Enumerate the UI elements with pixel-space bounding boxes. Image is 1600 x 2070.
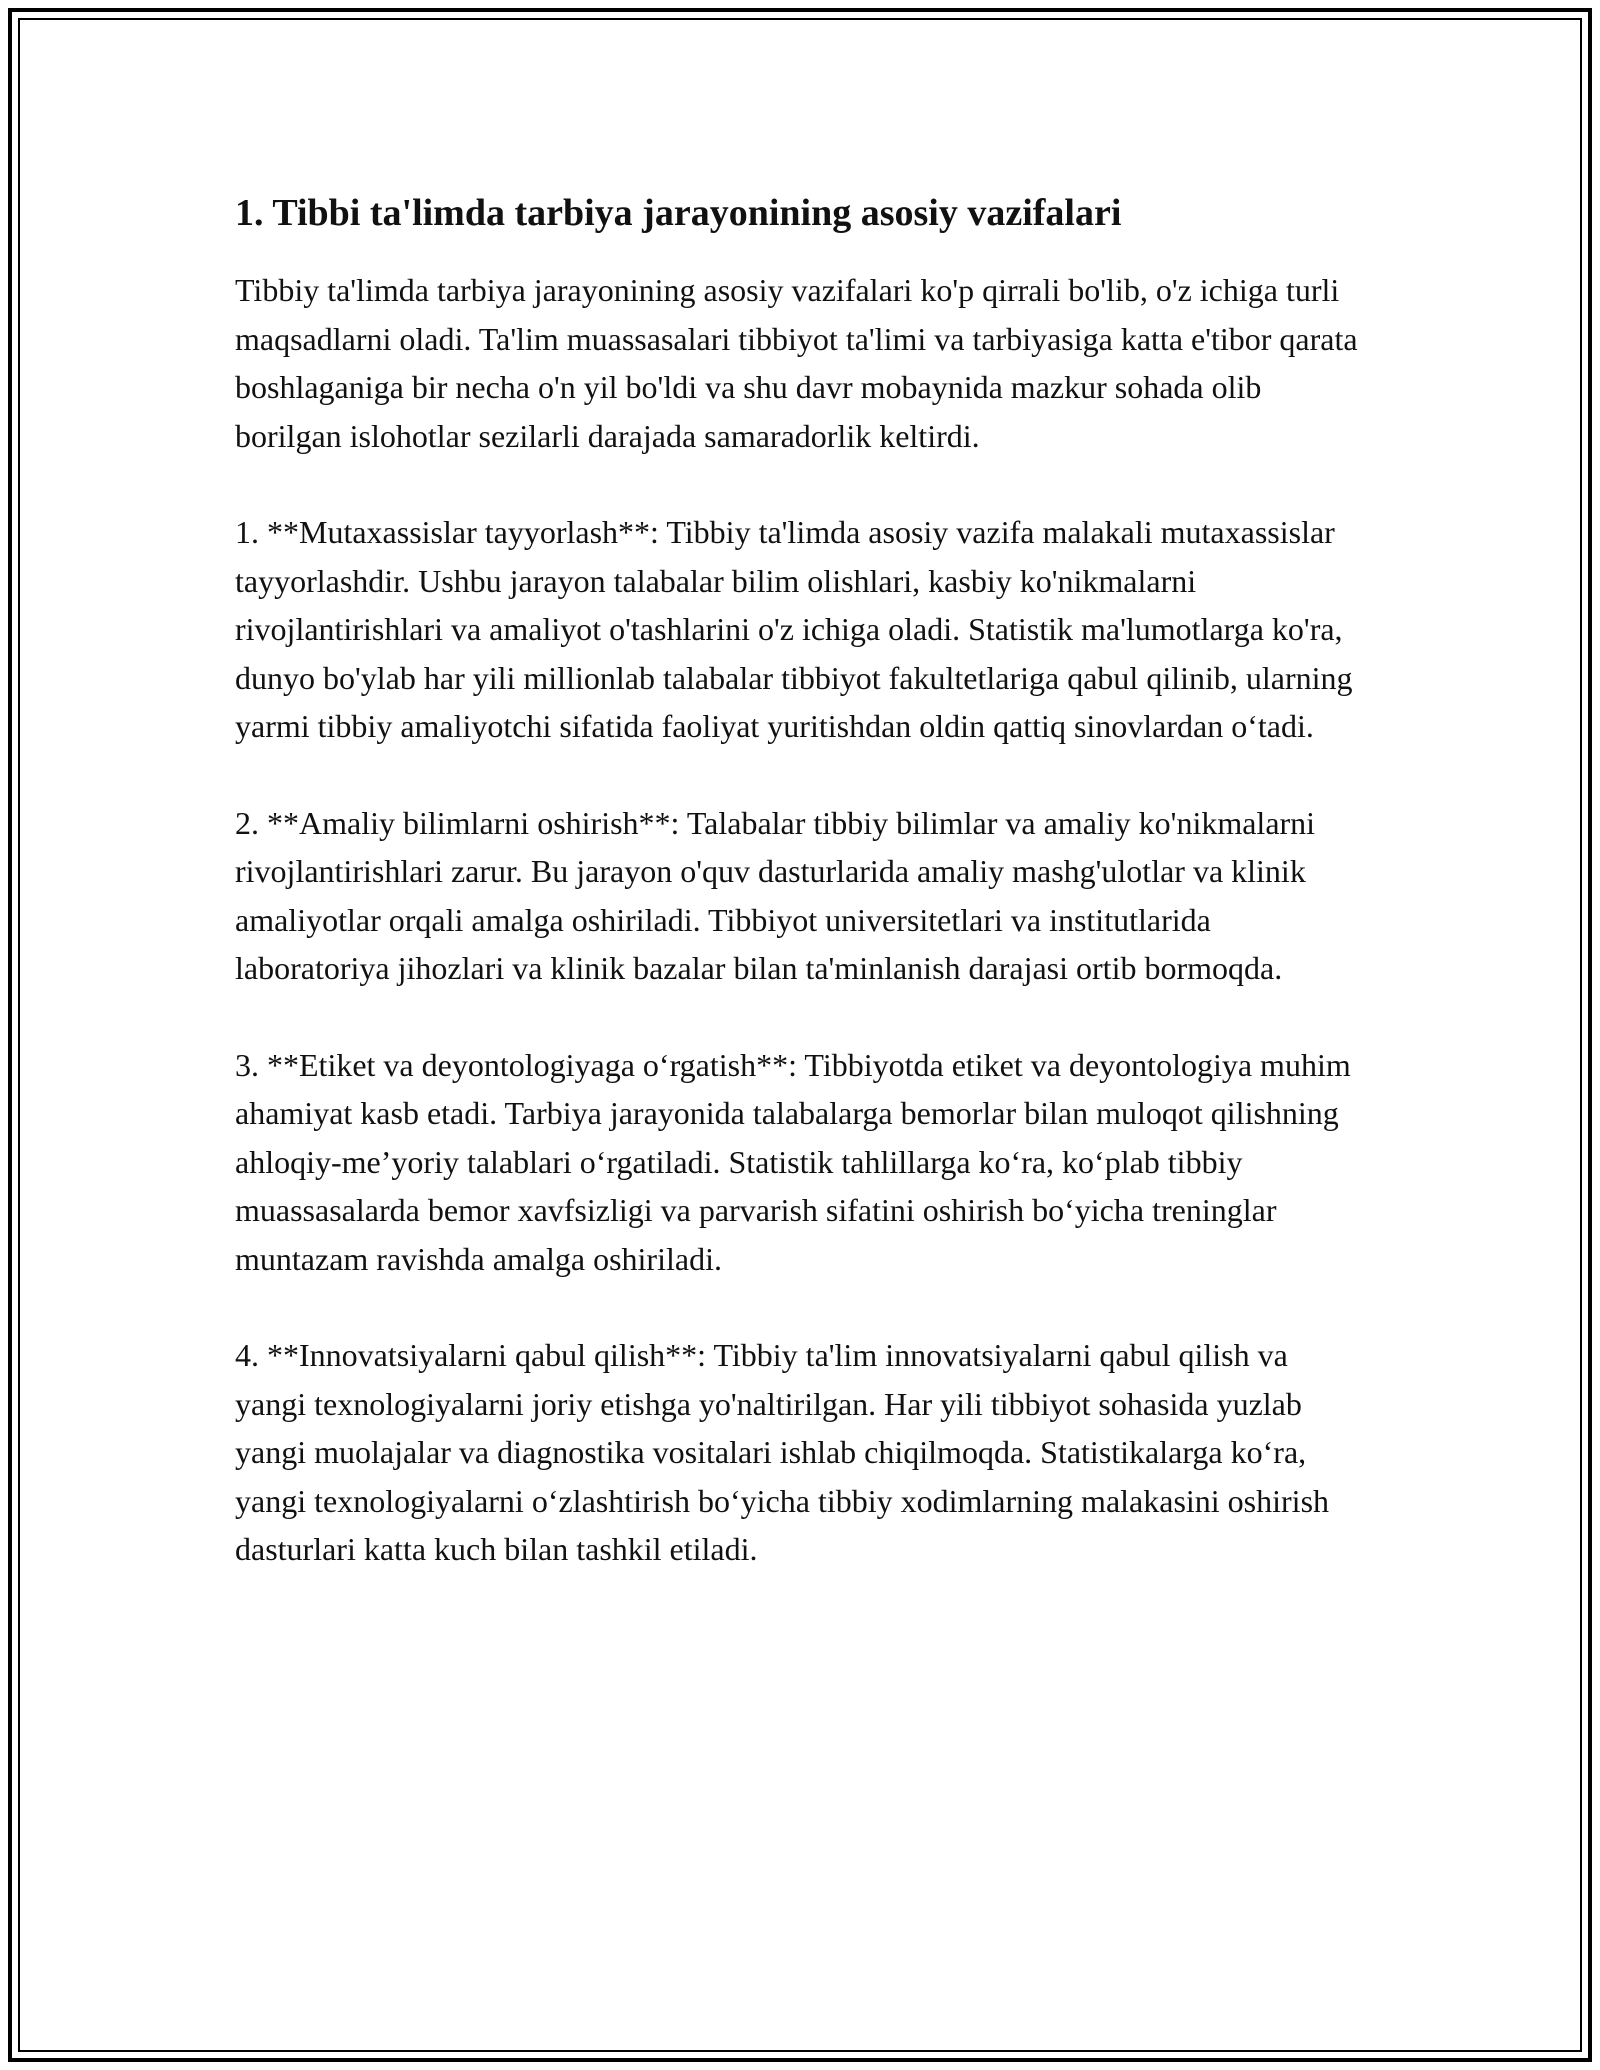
document-body <box>235 188 1365 1622</box>
list-item: 3. **Etiket va deyontologiyaga o‘rgatish**: Tibbiyotda etiket va deyontologiya muhim ahamiyat kasb etadi. Tarbiya jarayonida talabalarga bemorlar bilan muloqot qilishning ahloqiy-me’yoriy talablari o‘rgatiladi. Statistik tahlillarga ko‘ra, ko‘plab tibbiy muassasalarda bemor xavfsizligi va parvarish sifatini oshirish bo‘yicha treninglar muntazam ravishda amalga oshiriladi. <box>235 1046 1351 1277</box>
list-item: 1. **Mutaxassislar tayyorlash**: Tibbiy ta'limda asosiy vazifa malakali mutaxassislar tayyorlashdir. Ushbu jarayon talabalar bilim olishlari, kasbiy ko'nikmalarni rivojlantirishlari va amaliyot o'tashlarini o'z ichiga oladi. Statistik ma'lumotlarga ko'ra, dunyo bo'ylab har yili millionlab talabalar tibbiyot fakultetlariga qabul qilinib, ularning yarmi tibbiy amaliyotchi sifatida faoliyat yuritishdan oldin qattiq sinovlardan o‘tadi. <box>235 514 1353 744</box>
section-heading: 1. Tibbi ta'limda tarbiya jarayonining asosiy vazifalari <box>235 192 1122 234</box>
list-item: 2. **Amaliy bilimlarni oshirish**: Talabalar tibbiy bilimlar va amaliy ko'nikmalarni rivojlantirishlari zarur. Bu jarayon o'quv dasturlarida amaliy mashg'ulotlar va klinik amaliyotlar orqali amalga oshiriladi. Tibbiyot universitetlari va institutlarida laboratoriya jihozlari va klinik bazalar bilan ta'minlanish darajasi ortib bormoqda. <box>235 804 1316 986</box>
intro-paragraph: Tibbiy ta'limda tarbiya jarayonining asosiy vazifalari ko'p qirrali bo'lib, o'z ichiga turli maqsadlarni oladi. Ta'lim muassasalari tibbiyot ta'limi va tarbiyasiga katta e'tibor qarata boshlaganiga bir necha o'n yil bo'ldi va shu davr mobaynida mazkur sohada olib borilgan islohotlar sezilarli darajada samaradorlik keltirdi. <box>235 272 1358 454</box>
list-item: 4. **Innovatsiyalarni qabul qilish**: Tibbiy ta'lim innovatsiyalarni qabul qilish va yangi texnologiyalarni joriy etishga yo'naltirilgan. Har yili tibbiyot sohasida yuzlab yangi muolajalar va diagnostika vositalari ishlab chiqilmoqda. Statistikalarga ko‘ra, yangi texnologiyalarni o‘zlashtirish bo‘yicha tibbiy xodimlarning malakasini oshirish dasturlari katta kuch bilan tashkil etiladi. <box>235 1337 1330 1567</box>
